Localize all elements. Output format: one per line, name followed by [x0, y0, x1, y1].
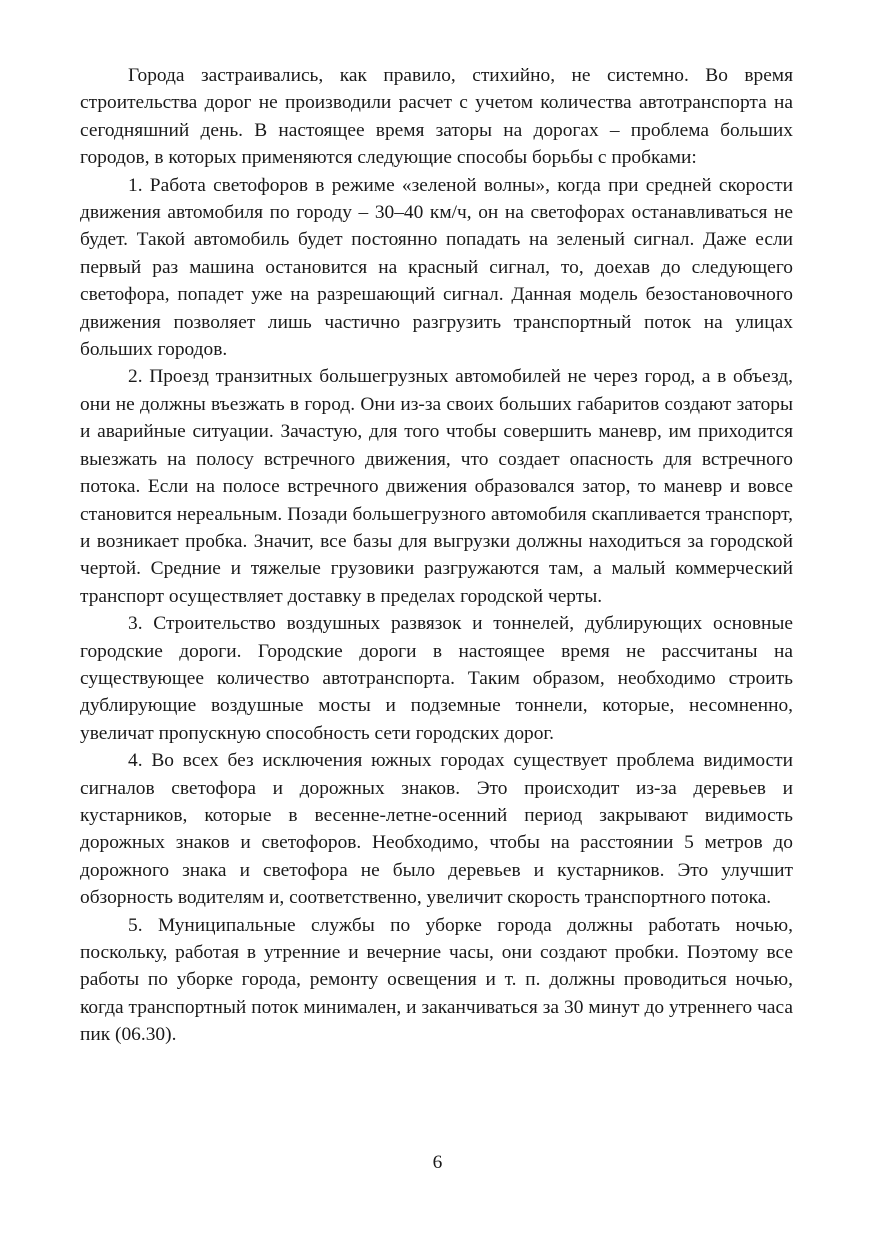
paragraph-intro: Города застраивались, как правило, стихийно, не системно. Во время строительства дорог не производили расчет с учетом количества автотранспорта на сегодняшний день. В настоящее время заторы на дорогах – проблема больших городов, в которых применяются следующие способы борьбы с пробками:: [80, 65, 793, 169]
paragraph-item-1: 1. Работа светофоров в режиме «зеленой волны», когда при средней скорости движения автомобиля по городу – 30–40 км/ч, он на светофорах останавливаться не будет. Такой автомобиль будет постоянно попадать на зеленый сигнал. Даже если первый раз машина остановится на красный сигнал, то, доехав до следующего светофора, попадет уже на разрешающий сигнал. Данная модель безостановочного движения позволяет лишь частично разгрузить транспортный поток на улицах больших городов.: [80, 174, 793, 361]
paragraph-item-3: 3. Строительство воздушных развязок и тоннелей, дублирующих основные городские дороги. Городские дороги в настоящее время не рассчитаны на существующее количество автотранспорта. Таким образом, необходимо строить дублирующие воздушные мосты и подземные тоннели, которые, несомненно, увеличат пропускную способность сети городских дорог.: [80, 613, 793, 744]
page-body: [80, 62, 793, 1049]
paragraph-item-5: 5. Муниципальные службы по уборке города должны работать ночью, поскольку, работая в утренние и вечерние часы, они создают пробки. Поэтому все работы по уборке города, ремонту освещения и т. п. должны проводиться ночью, когда транспортный поток минимален, и заканчиваться за 30 минут до утреннего часа пик (06.30).: [80, 914, 793, 1046]
paragraph-item-4: 4. Во всех без исключения южных городах существует проблема видимости сигналов светофора и дорожных знаков. Это происходит из-за деревьев и кустарников, которые в весенне-летне-осенний период закрывают видимость дорожных знаков и светофоров. Необходимо, чтобы на расстоянии 5 метров до дорожного знака и светофора не было деревьев и кустарников. Это улучшит обзорность водителям и, соответственно, увеличит скорость транспортного потока.: [80, 750, 793, 909]
page-number: 6: [432, 1152, 443, 1173]
paragraph-item-2: 2. Проезд транзитных большегрузных автомобилей не через город, а в объезд, они не должны въезжать в город. Они из-за своих больших габаритов создают заторы и аварийные ситуации. Зачастую, для того чтобы совершить маневр, им приходится выезжать на полосу встречного движения, что создает опасность для встречного потока. Если на полосе встречного движения образовался затор, то маневр и вовсе становится нереальным. Позади большегрузного автомобиля скапливается транспорт, и возникает пробка. Значит, все базы для выгрузки должны находиться за городской чертой. Средние и тяжелые грузовики разгружаются там, а малый коммерческий транспорт осуществляет доставку в пределах городской черты.: [80, 366, 793, 607]
